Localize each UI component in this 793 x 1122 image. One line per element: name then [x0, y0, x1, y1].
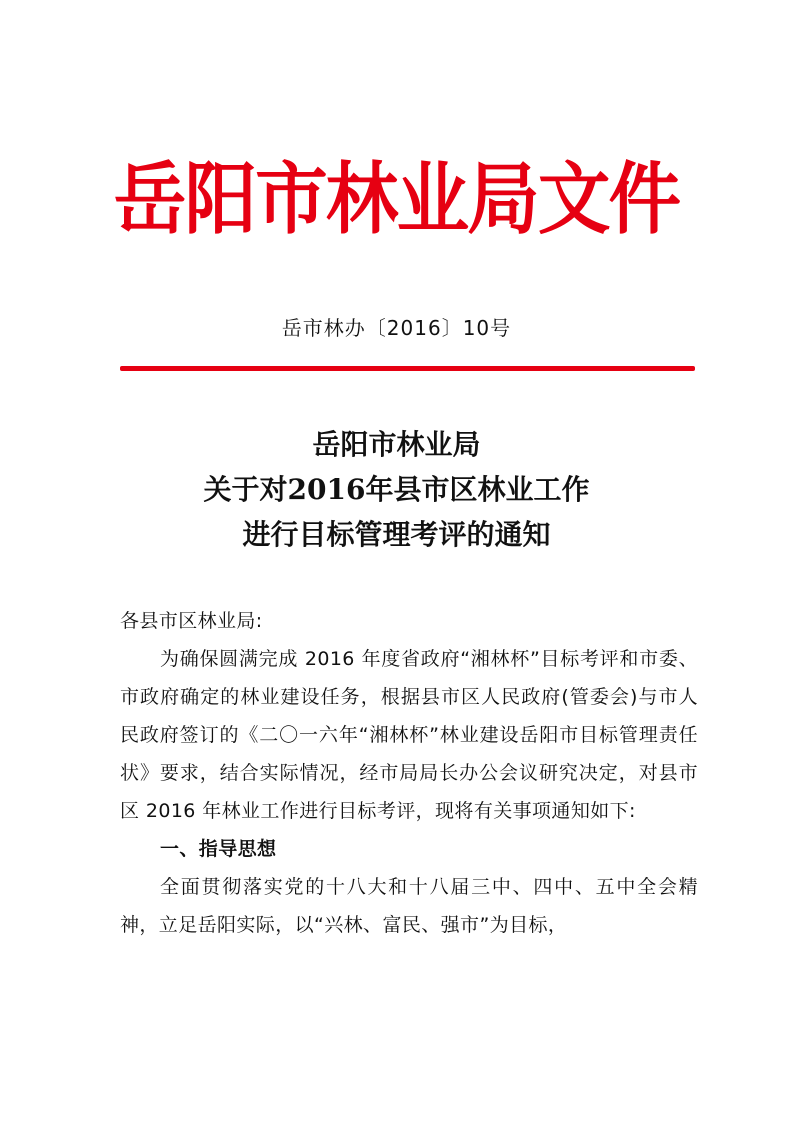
document-masthead: 岳阳市林业局文件 — [113, 154, 680, 245]
salutation: 各县市区林业局: — [120, 610, 263, 632]
title-line-3: 进行目标管理考评的通知 — [242, 518, 551, 551]
document-body — [120, 602, 698, 944]
body-paragraph-1: 为确保圆满完成 2016 年度省政府“湘林杯”目标考评和市委、市政府确定的林业建设任务，根据县市区人民政府(管委会)与市人民政府签订的《二〇一六年“湘林杯”林业建设岳阳市目标管理责任状》要求，结合实际情况，经市局局长办公会议研究决定，对县市区 2016 年林业工作进行目标考评，现将有关事项通知如下: — [120, 648, 698, 822]
red-divider-rule — [120, 366, 695, 371]
section-heading-guiding-ideology: 一、指导思想 — [160, 838, 277, 860]
title-line-1: 岳阳市林业局 — [312, 428, 481, 461]
title-line-2: 关于对2016年县市区林业工作 — [203, 473, 590, 506]
body-paragraph-2: 全面贯彻落实党的十八大和十八届三中、四中、五中全会精神，立足岳阳实际，以“兴林、富民、强市”为目标， — [120, 876, 698, 936]
notice-title — [0, 422, 793, 557]
document-number: 岳市林办〔2016〕10号 — [281, 316, 512, 340]
